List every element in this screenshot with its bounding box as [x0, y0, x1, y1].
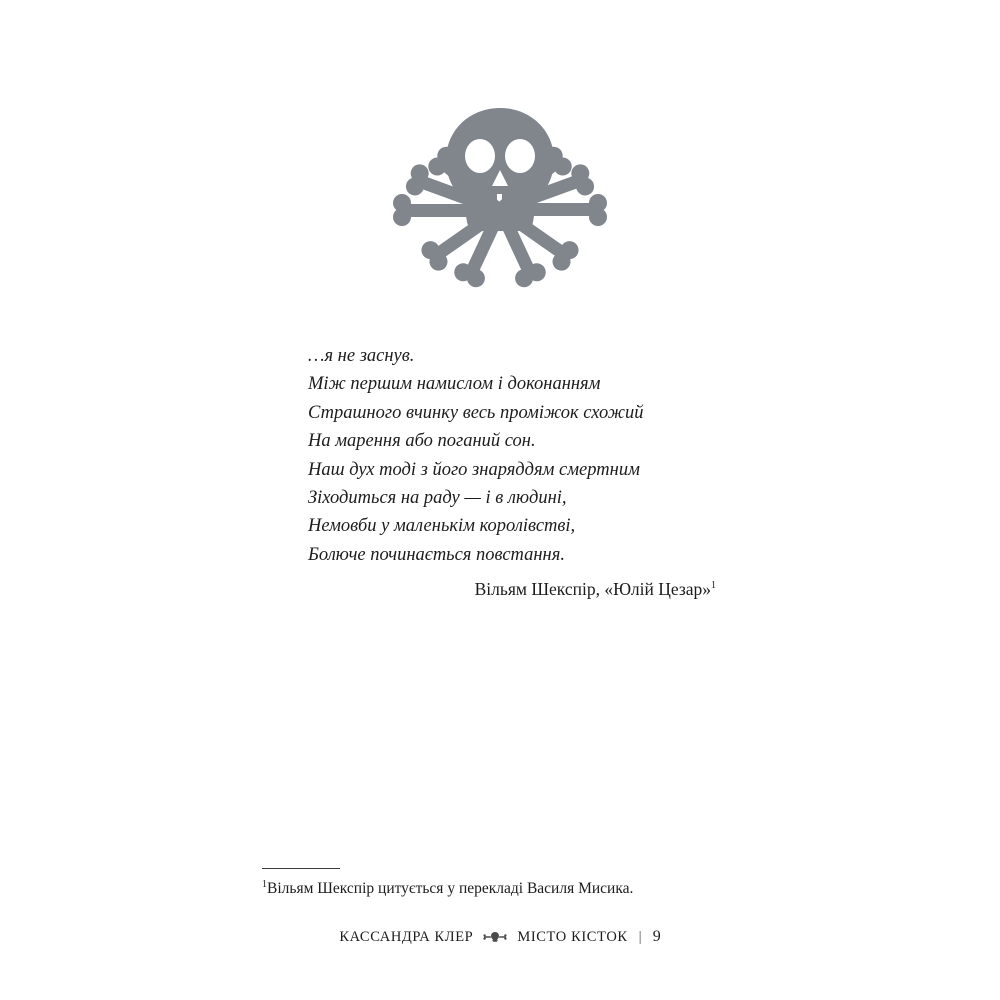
epigraph-attribution-text: Вільям Шекспір, «Юлій Цезар» [474, 579, 711, 600]
epigraph-line: Зіходиться на раду — і в людині, [308, 488, 567, 509]
skull-and-crossed-bones-icon [320, 90, 680, 310]
footnote-text [262, 879, 762, 899]
epigraph-line: Страшного вчинку весь проміжок схожий [308, 402, 644, 423]
epigraph-line: …я не заснув. [308, 346, 415, 366]
page-number: 9 [652, 928, 661, 945]
epigraph-line: Наш дух тоді з його знаряддям смертним [308, 459, 640, 480]
epigraph [308, 342, 728, 601]
epigraph-attribution [308, 577, 728, 601]
epigraph-line: Між першим намислом і доконанням [308, 374, 601, 395]
footer-book-title: МІСТО КІСТОК [517, 928, 628, 945]
footnote-divider [262, 868, 340, 869]
page-footer [0, 928, 1000, 946]
chapter-ornament [0, 70, 1000, 330]
epigraph-line: На марення або поганий сон. [308, 431, 536, 452]
footer-author: КАССАНДРА КЛЕР [339, 928, 474, 945]
epigraph-line: Болюче починається повстання. [308, 544, 565, 565]
footnote-body: Вільям Шекспір цитується у перекладі Василя Мисика. [267, 880, 634, 897]
epigraph-line: Немовби у маленькім королівстві, [308, 516, 576, 537]
footer-separator: | [638, 928, 642, 945]
small-skull-ornament-icon [482, 930, 508, 944]
epigraph-footnote-marker: 1 [711, 580, 716, 592]
footnote-marker: 1 [262, 878, 267, 890]
footnote [262, 868, 762, 899]
